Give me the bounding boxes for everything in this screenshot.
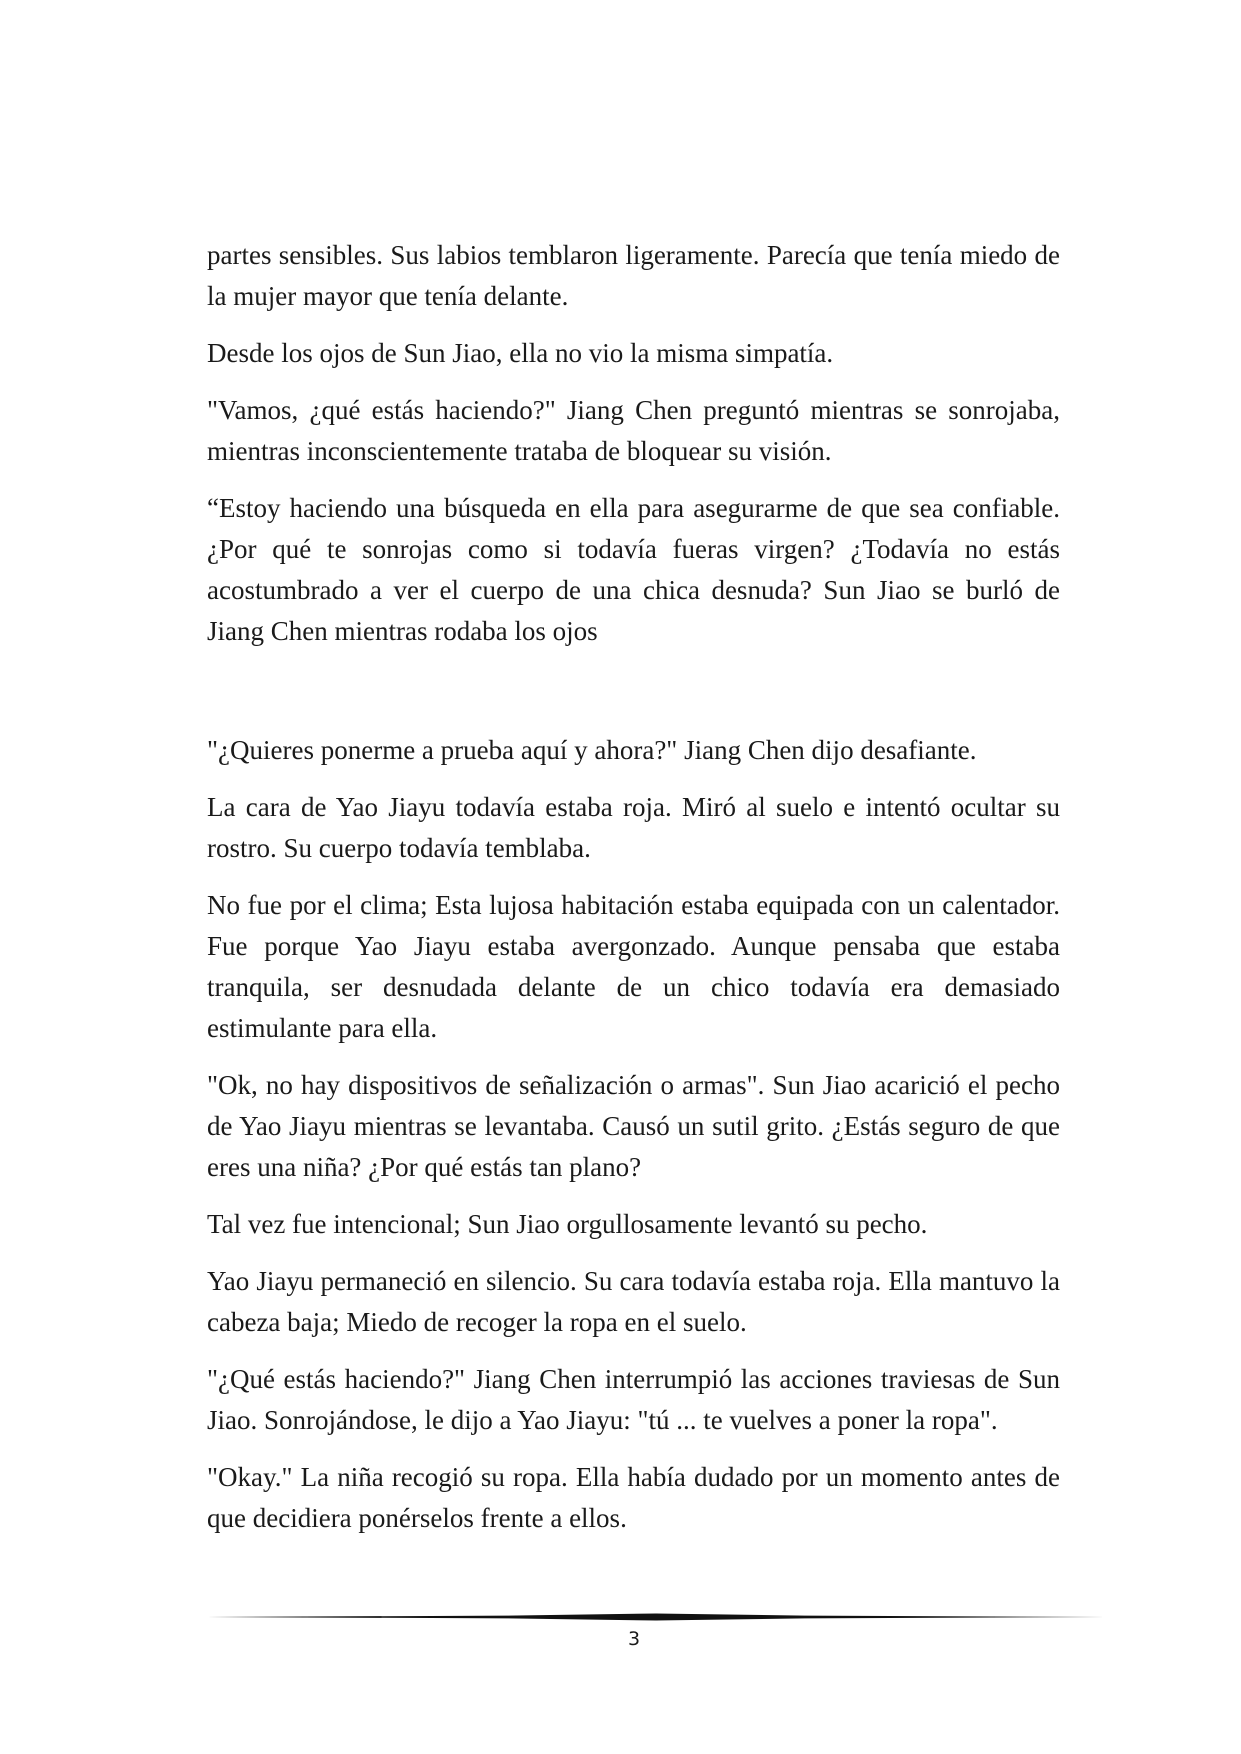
- footer-divider: [207, 1612, 1105, 1622]
- paragraph: "Ok, no hay dispositivos de señalización o armas". Sun Jiao acarició el pecho de Yao Jiayu mientras se levantaba. Causó un sutil grito. ¿Estás seguro de que eres una niña? ¿Por qué estás tan plano?: [207, 1070, 1060, 1182]
- paragraph: "Vamos, ¿qué estás haciendo?" Jiang Chen preguntó mientras se sonrojaba, mientras inconscientemente trataba de bloquear su visión.: [207, 395, 1060, 466]
- paragraph: Yao Jiayu permaneció en silencio. Su cara todavía estaba roja. Ella mantuvo la cabeza baja; Miedo de recoger la ropa en el suelo.: [207, 1266, 1060, 1337]
- paragraph: "¿Quieres ponerme a prueba aquí y ahora?" Jiang Chen dijo desafiante.: [207, 735, 977, 765]
- page-number: 3: [627, 1628, 641, 1650]
- text-block-bottom: [207, 730, 1060, 1539]
- paragraph: La cara de Yao Jiayu todavía estaba roja. Miró al suelo e intentó ocultar su rostro. Su cuerpo todavía temblaba.: [207, 792, 1060, 863]
- paragraph: "¿Qué estás haciendo?" Jiang Chen interrumpió las acciones traviesas de Sun Jiao. Sonrojándose, le dijo a Yao Jiayu: "tú ... te vuelves a poner la ropa".: [207, 1364, 1060, 1435]
- paragraph: Tal vez fue intencional; Sun Jiao orgullosamente levantó su pecho.: [207, 1209, 928, 1239]
- paragraph: “Estoy haciendo una búsqueda en ella para asegurarme de que sea confiable. ¿Por qué te sonrojas como si todavía fueras virgen? ¿Todavía no estás acostumbrado a ver el cuerpo de una chica desnuda? Sun Jiao se burló de Jiang Chen mientras rodaba los ojos: [207, 493, 1060, 646]
- paragraph: "Okay." La niña recogió su ropa. Ella había dudado por un momento antes de que decidiera ponérselos frente a ellos.: [207, 1462, 1060, 1533]
- paragraph: Desde los ojos de Sun Jiao, ella no vio la misma simpatía.: [207, 338, 834, 368]
- text-block-top: [207, 235, 1060, 652]
- paragraph: No fue por el clima; Esta lujosa habitación estaba equipada con un calentador. Fue porque Yao Jiayu estaba avergonzado. Aunque pensaba que estaba tranquila, ser desnudada delante de un chico todavía era demasiado estimulante para ella.: [207, 890, 1060, 1043]
- paragraph: partes sensibles. Sus labios temblaron ligeramente. Parecía que tenía miedo de la mujer mayor que tenía delante.: [207, 240, 1060, 311]
